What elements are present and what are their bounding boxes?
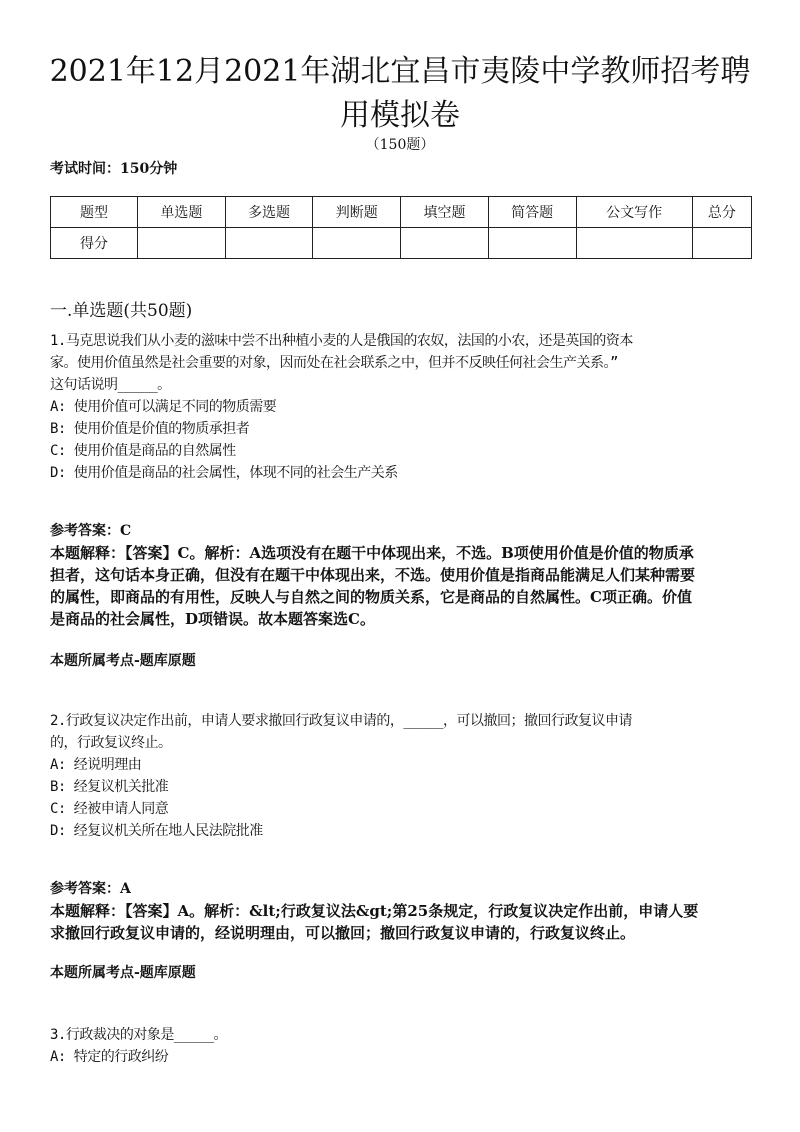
section-title: 一.单选题(共50题) [50,301,193,321]
option-a: A: 经说明理由 [50,757,142,773]
reference-answer: 参考答案：A [50,881,131,897]
option-d: D: 使用价值是商品的社会属性，体现不同的社会生产关系 [50,465,398,481]
score-header-cell: 简答题 [488,197,576,228]
option-a: A: 使用价值可以满足不同的物质需要 [50,399,277,415]
score-cell [313,228,401,259]
question-1 [50,330,758,484]
score-header-cell: 公文写作 [576,197,692,228]
question-stem: 的，行政复议终止。 [50,735,172,751]
score-cell [692,228,751,259]
answer-1 [50,520,758,630]
score-header-cell: 判断题 [313,197,401,228]
title-line-1: 2021年12月2021年湖北宜昌市夷陵中学教师招考聘 [49,54,751,89]
score-header-cell: 填空题 [401,197,489,228]
score-cell [138,228,226,259]
question-stem: 这句话说明_____。 [50,377,171,393]
score-header-cell: 多选题 [225,197,313,228]
score-cell [488,228,576,259]
question-stem: 家。使用价值虽然是社会重要的对象，因而处在社会联系之中，但并不反映任何社会生产关系。” [50,355,618,371]
page-title [40,50,760,138]
question-stem: 2.行政复议决定作出前，申请人要求撤回行政复议申请的，_____，可以撤回；撤回行政复议申请 [50,713,632,729]
answer-analysis: 是商品的社会属性，D项错误。故本题答案选C。 [50,610,375,628]
answer-analysis: 求撤回行政复议申请的，经说明理由，可以撤回；撤回行政复议申请的，行政复议终止。 [50,924,636,942]
score-cell [576,228,692,259]
score-row-label: 得分 [51,228,138,259]
reference-answer: 参考答案：C [50,523,132,539]
score-cell [401,228,489,259]
question-stem: 1.马克思说我们从小麦的滋味中尝不出种植小麦的人是俄国的农奴，法国的小农，还是英国的资本 [50,333,633,349]
score-header-cell: 总分 [692,197,751,228]
answer-analysis: 本题解释：【答案】C。解析：A选项没有在题干中体现出来，不选。B项使用价值是价值的物质承 [50,544,694,562]
question-3 [50,1024,758,1068]
answer-analysis: 的属性，即商品的有用性，反映人与自然之间的物质关系，它是商品的自然属性。C项正确。价值 [50,588,692,606]
score-cell [225,228,313,259]
knowledge-point: 本题所属考点-题库原题 [50,653,196,669]
question-count: （150题） [365,137,435,153]
option-b: B: 经复议机关批准 [50,779,169,795]
knowledge-point: 本题所属考点-题库原题 [50,965,196,981]
score-header-cell: 单选题 [138,197,226,228]
answer-analysis: 本题解释：【答案】A。解析：&lt;行政复议法&gt;第25条规定，行政复议决定作出前，申请人要 [50,902,699,920]
question-2 [50,710,758,842]
exam-time: 考试时间：150分钟 [50,161,178,177]
score-table-score-row [51,228,752,259]
option-b: B: 使用价值是价值的物质承担者 [50,421,250,437]
answer-2 [50,878,758,944]
title-line-2: 用模拟卷 [340,98,460,133]
question-stem: 3.行政裁决的对象是_____。 [50,1027,228,1043]
score-table [50,196,752,259]
option-c: C: 使用价值是商品的自然属性 [50,443,236,459]
option-d: D: 经复议机关所在地人民法院批准 [50,823,263,839]
score-table-header-row [51,197,752,228]
option-a: A: 特定的行政纠纷 [50,1049,169,1065]
answer-analysis: 担者，这句话本身正确，但没有在题干中体现出来，不选。使用价值是指商品能满足人们某种需要 [50,566,696,584]
option-c: C: 经被申请人同意 [50,801,169,817]
score-header-cell: 题型 [51,197,138,228]
